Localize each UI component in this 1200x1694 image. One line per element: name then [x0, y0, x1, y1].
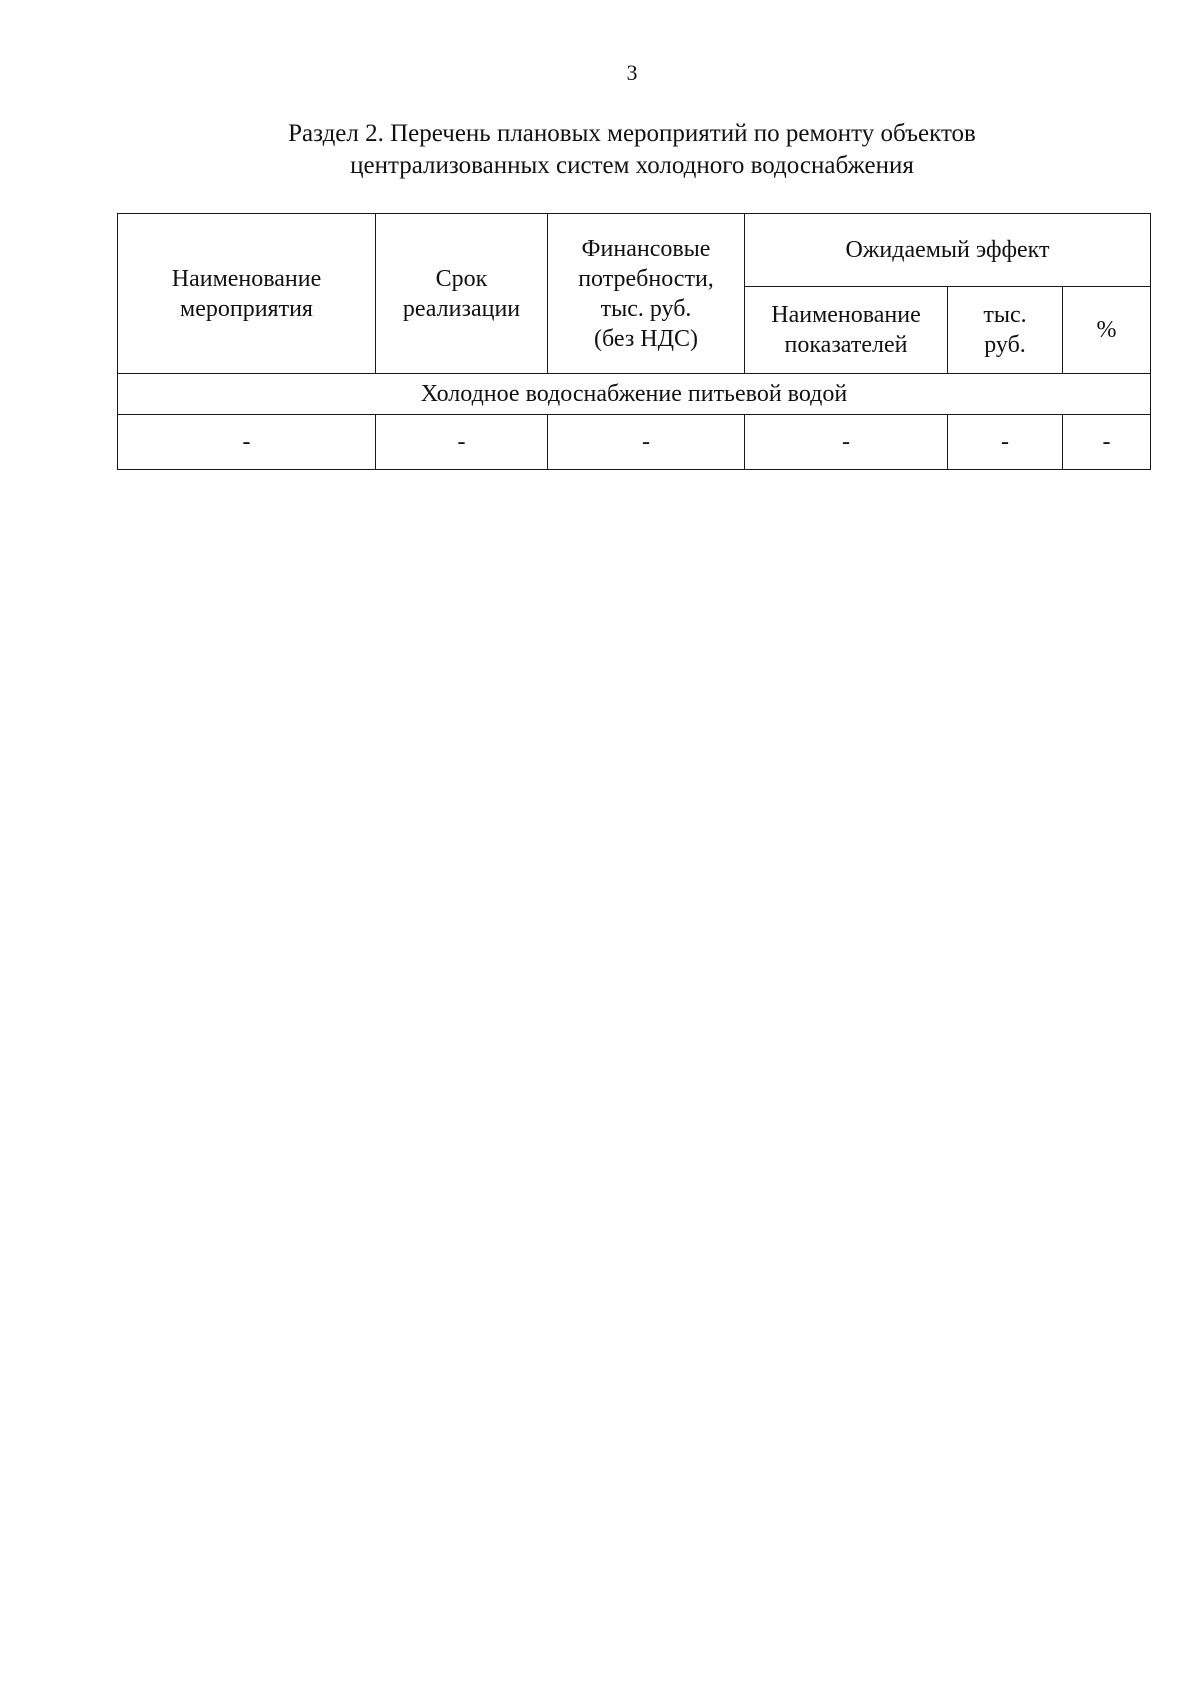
section-row-label: Холодное водоснабжение питьевой водой [118, 374, 1151, 415]
table-row [118, 415, 1151, 470]
table-cell: - [948, 415, 1063, 470]
header-finance: Финансовые потребности, тыс. руб. (без НДС) [548, 214, 745, 374]
plan-table [117, 213, 1151, 470]
table-section-row [118, 374, 1151, 415]
table-cell: - [745, 415, 948, 470]
page-number: 3 [626, 60, 638, 85]
header-percent: % [1063, 287, 1151, 374]
table-cell: - [1063, 415, 1151, 470]
table-cell: - [118, 415, 376, 470]
table-cell: - [548, 415, 745, 470]
header-term: Срок реализации [376, 214, 548, 374]
header-event-name: Наименование мероприятия [118, 214, 376, 374]
header-thousand-rub: тыс. руб. [948, 287, 1063, 374]
section-title [160, 118, 1104, 182]
section-title-line-1: Раздел 2. Перечень плановых мероприятий по ремонту объектов [288, 120, 976, 147]
header-indicator-name: Наименование показателей [745, 287, 948, 374]
header-expected-effect: Ожидаемый эффект [745, 214, 1151, 287]
table-header-row [118, 214, 1151, 287]
table-cell: - [376, 415, 548, 470]
section-title-line-2: централизованных систем холодного водоснабжения [350, 152, 914, 179]
